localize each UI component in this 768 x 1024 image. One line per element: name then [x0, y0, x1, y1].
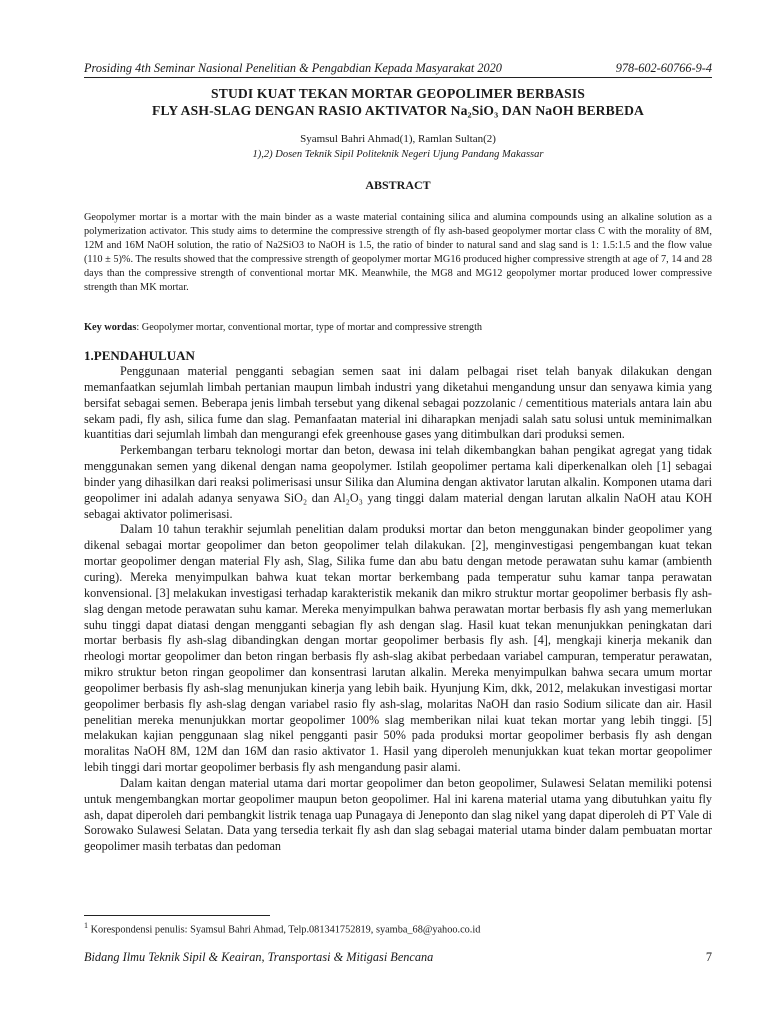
section-heading: 1.PENDAHULUAN — [84, 348, 195, 363]
paragraph-2: Perkembangan terbaru teknologi mortar dan beton, dewasa ini telah dikembangkan bahan pengikat agregat yang tidak menggunakan semen yang dikenal dengan nama geopolymer. Istilah geopolimer pertama kali diperkenalkan oleh [1] sebagai binder yang dihasilkan dari reaksi polimerisasi unsur Silika dan Alumina dengan aktivator larutan alkalin. Komponen utama dari geopolimer ini adalah adanya senyawa SiO₂ dan Al₂O₃ yang tinggi dalam material dengan larutan alkalin NaOH atau KOH sebagai aktivator polimerisasi. — [84, 443, 712, 521]
keywords-label: Key wordas — [84, 322, 137, 333]
running-header — [84, 61, 712, 76]
paragraph-1: Penggunaan material pengganti sebagian semen saat ini dalam pelbagai riset telah banyak dilakukan dengan memanfaatkan sejumlah limbah pertanian maupun limbah industri yang diketahui mengandung unsur dan senyawa kimia yang bersifat sebagai semen. Beberapa jenis limbah tersebut yang dikenal sebagai pozzolanic / cementitious materials antara lain abu sekam padi, fly ash, silica fume dan slag. Pemanfaatan material ini diharapkan menjadi salah satu solusi untuk meminimalkan kuantitias dari sejumlah limbah dan mengurangi efek greenhouse gases yang ditimbulkan dari produksi semen. — [84, 364, 712, 442]
paragraph-3: Dalam 10 tahun terakhir sejumlah penelitian dalam produksi mortar dan beton menggunakan binder geopolimer yang dikenal sebagai mortar geopolimer dan beton geopolimer telah dilakukan. [2], menginvestigasi pengembangan kuat tekan mortar geopolimer dengan material Fly ash, Slag, Silika fume dan abu batu dengan metode perawatan suhu kamar (ambienth curing). Mereka menyimpulkan bahwa kuat tekan mortar berkembang pada temperatur suhu kamar tanpa perawatan konvensional. [3] melakukan investigasi terhadap karakteristik mekanik dan mikro struktur mortar geopolimer berbasis fly ash-slag dengan metode perawatan suhu kamar. Mereka menyimpulkan bahwa perawatan mortar berbasis fly ash yang memerlukan suhu tinggi dapat diatasi dengan mengganti sebagian fly ash dengan slag. Hasil kuat tekan menunjukkan peningkatan dari mortar berbasis fly ash-slag dibandingkan dengan mortar geopolimer berbasis fly ash. [4], mengkaji kinerja mekanik dan rheologi mortar geopolimer dan beton ringan berbasis fly ash-slag akibat perbedaan variabel campuran, temperatur perawatan, mikro struktur beton ringan geopolimer dan konsentrasi larutan alkalin. Mereka menyimpulkan bahwa secara umum mortar geopolimer berbasis fly ash-slag menunjukan kinerja yang lebih baik. Hyunjung Kim, dkk, 2012, melakukan investigasi mortar geopolimer berbasis fly ash-slag dengan variabel rasio fly ash-slag, molaritas NaOH dan rasio Sodium silicate dan air. Hasil penelitian mereka menunjukkan mortar geopolimer 100% slag memberikan nilai kuat tekan mortar yang lebih tinggi. [5] melakukan kajian penggunaan slag nikel pengganti pasir 50% pada produksi mortar geopolimer berbasis fly ash dengan moralitas NaOH 8M, 12M dan 16M dan rasio aktivator 1. Hasil yang diperoleh menunjukkan kuat tekan mortar geopolimer lebih tinggi dari mortar geopolimer berbasis fly ash mengandung pasir alami. — [84, 522, 712, 775]
abstract-text: Geopolymer mortar is a mortar with the main binder as a waste material containing silica and alumina compounds using an alkaline solution as a polymerization activator. This study aims to determine the compressive strength of fly ash-based geopolymer mortar class C with the morality of 8M, 12M and 16M NaOH solution, the ratio of Na2SiO3 to NaOH is 1.5, the ratio of binder to natural sand and slag sand is 1: 1.5:1.5 and the flow value (110 ± 5)%. The results showed that the compressive strength of geopolymer mortar MG16 produced higher compressive strength at age of 7, 14 and 28 days than the compressive strength of conventional mortar MK. Meanwhile, the MG8 and MG12 geopolymer mortar produced lower compressive strength than MK mortar. — [84, 212, 712, 293]
footnote-marker: 1 — [84, 921, 88, 930]
body-text — [84, 364, 712, 855]
header-proceedings-title: Prosiding 4th Seminar Nasional Penelitian & Pengabdian Kepada Masyarakat 2020 — [84, 61, 502, 75]
title-line-2: FLY ASH-SLAG DENGAN RASIO AKTIVATOR Na₂SiO₃ DAN NaOH BERBEDA — [151, 103, 645, 118]
affiliation: 1),2) Dosen Teknik Sipil Politeknik Negeri Ujung Pandang Makassar — [252, 149, 544, 160]
footer-field: Bidang Ilmu Teknik Sipil & Keairan, Transportasi & Mitigasi Bencana — [84, 950, 434, 964]
header-rule — [84, 77, 712, 78]
abstract-heading: ABSTRACT — [365, 178, 431, 192]
title-line-1: STUDI KUAT TEKAN MORTAR GEOPOLIMER BERBASIS — [211, 86, 585, 101]
authors: Syamsul Bahri Ahmad(1), Ramlan Sultan(2) — [300, 133, 496, 145]
footnote-rule — [84, 915, 270, 916]
keywords-text: : Geopolymer mortar, conventional mortar, type of mortar and compressive strength — [136, 322, 483, 333]
paper-title — [84, 85, 712, 119]
paragraph-4: Dalam kaitan dengan material utama dari mortar geopolimer dan beton geopolimer, Sulawesi Selatan memiliki potensi untuk mengembangkan mortar geopolimer maupun beton geopolimer. Hal ini karena material utama yang dibutuhkan yaitu fly ash, dapat diperoleh dari pembangkit listrik tenaga uap Punagaya di Jeneponto dan slag nikel yang dapat diperoleh di PT Vale di Sorowako Sulawesi Selatan. Data yang tersedia terkait fly ash dan slag sebagai material utama binder dalam pembuatan mortar geopolimer masih terbatas dan pedoman — [84, 775, 712, 854]
keywords — [84, 321, 712, 335]
footnote-text: Korespondensi penulis: Syamsul Bahri Ahmad, Telp.081341752819, syamba_68@yahoo.co.id — [90, 924, 481, 936]
running-footer — [84, 950, 712, 965]
page-number: 7 — [705, 950, 712, 964]
header-isbn: 978-602-60766-9-4 — [615, 61, 712, 75]
footnote — [84, 921, 712, 935]
